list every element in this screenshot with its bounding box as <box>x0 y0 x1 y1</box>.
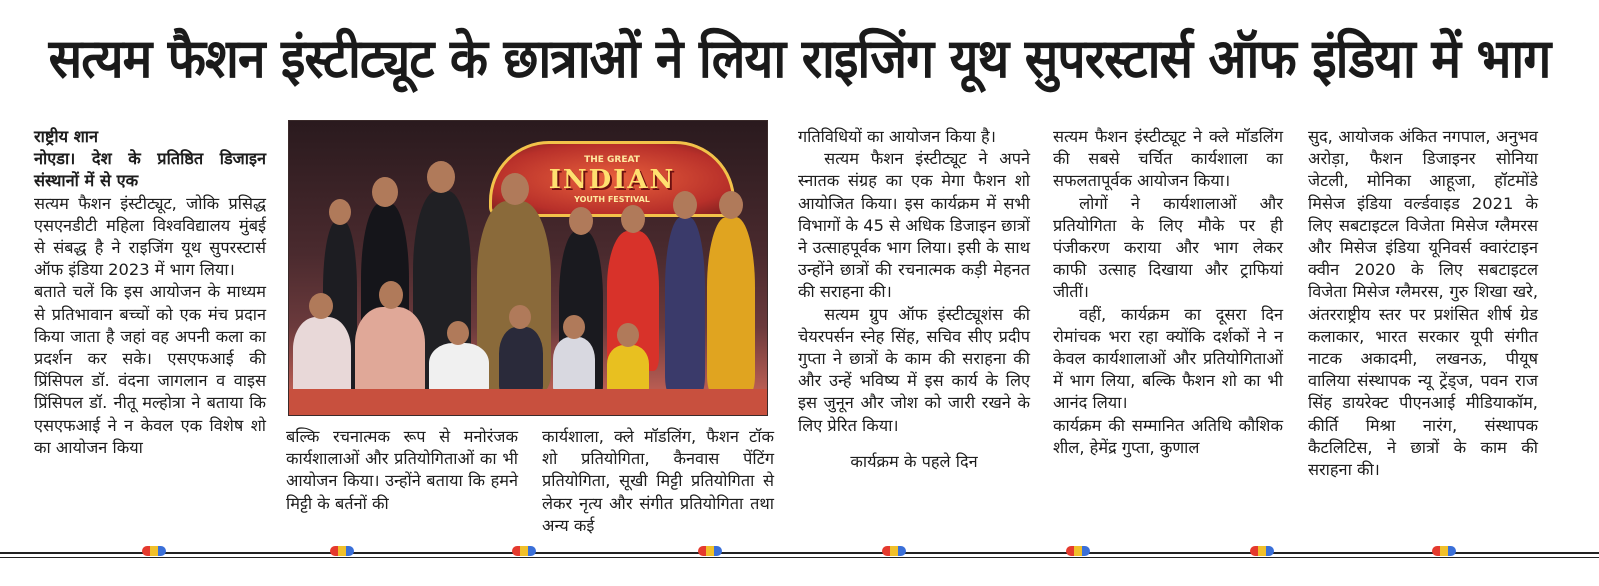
person-head <box>621 205 645 233</box>
paragraph: सुद, आयोजक अंकित नगपाल, अनुभव अरोड़ा, फैशन डिजाइनर सोनिया जेटली, मोनिका आहूजा, हॉटमोंडे मिसेज इंडिया वर्ल्डवाइड 2021 के लिए सबटाइटल विजेता मिसेज ग्लैमरस और मिसेज इंडिया यूनिवर्स क्वारंटाइन क्वीन 2020 के लिए सबटाइटल विजेता मिसेज ग्लैमरस, गुरु शिखा खरे, अंतरराष्ट्रीय स्तर पर प्रशंसित शीर्ष ग्रेड कलाकार, भारत सरकार यूपी संगीत नाटक अकादमी, लखनऊ, पीयूष वालिया संस्थापक न्यू ट्रेंड्ज, पवन राज सिंह डायरेक्ट पीएनआई मीडियाकॉम, कीर्ति मिश्रा नारंग, संस्थापक कैटलिटिस, ने छात्रों के काम की सराहना की। <box>1308 127 1538 480</box>
paragraph: लोगों ने कार्यशालाओं और प्रतियोगिता के लिए मौके पर ही पंजीकरण कराया और भाग लेकर काफी उत्साह दिखाया और ट्राफियां जीतीं। <box>1053 193 1283 302</box>
child-figure <box>553 337 595 393</box>
stage-floor <box>289 389 767 415</box>
person-head <box>372 177 398 207</box>
person-figure <box>707 217 755 393</box>
child-figure <box>607 345 649 393</box>
footer-decoration <box>0 546 1599 560</box>
child-head <box>617 323 639 347</box>
child-figure <box>429 343 489 393</box>
paragraph: कार्यक्रम की सम्मानित अतिथि कौशिक शील, हेमेंद्र गुप्ता, कुणाल <box>1053 415 1283 457</box>
person-figure <box>665 217 705 393</box>
footer-dot-icon <box>1250 546 1274 556</box>
child-figure <box>355 307 425 397</box>
footer-dot-icon <box>142 546 166 556</box>
headline: सत्यम फैशन इंस्टीट्यूट के छात्राओं ने लिया राइजिंग यूथ सुपरस्टार्स ऑफ इंडिया में भाग <box>48 27 1551 90</box>
footer-dot-icon <box>1066 546 1090 556</box>
paragraph: सत्यम फैशन इंस्टीट्यूट, जोकि प्रसिद्ध एसएनडीटी महिला विश्वविद्यालय मुंबई से संबद्ध है ने राइजिंग यूथ सुपरस्टार्स ऑफ इंडिया 2023 में भाग लिया। <box>34 193 266 280</box>
paragraph: बताते चलें कि इस आयोजन के माध्यम से प्रतिभावान बच्चों को एक मंच प्रदान किया जाता है जहां वह अपनी कला का प्रदर्शन कर सके। एसएफआई की प्रिंसिपल डॉ. वंदना जागलान व वाइस प्रिंसिपल डॉ. नीतू मल्होत्रा ने बताया कि एसएफआई ने न केवल एक विशेष शो का आयोजन किया <box>34 282 266 457</box>
child-head <box>379 281 403 309</box>
banner-line-3: YOUTH FESTIVAL <box>574 194 650 204</box>
article-column-5 <box>1053 126 1283 459</box>
person-head <box>719 191 743 219</box>
paragraph: सत्यम फैशन इंस्टीट्यूट ने अपने स्नातक संग्रह का एक मेगा फैशन शो आयोजित किया। इस कार्यक्रम में सभी विभागों के 45 से अधिक डिजाइन छात्रों ने उत्साहपूर्वक भाग लिया। इसी के साथ उन्होंने छात्रों की रचनात्मक कड़ी मेहनत की सराहना की। <box>798 149 1030 302</box>
article-column-1 <box>34 126 266 459</box>
person-head <box>673 191 697 219</box>
paragraph: सत्यम ग्रुप ऑफ इंस्टीट्यूशंस की चेयरपर्सन स्नेह सिंह, सचिव सीए प्रदीप गुप्ता ने छात्रों के काम की सराहना की और उन्हें भविष्य में इस कार्य के लिए इस जुनून और जोश को जारी रखने के लिए प्रेरित किया। <box>798 304 1030 435</box>
person-head <box>329 199 351 225</box>
child-head <box>447 321 469 345</box>
footer-dot-icon <box>882 546 906 556</box>
child-figure <box>293 317 351 397</box>
article-column-4 <box>798 126 1030 473</box>
person-head <box>501 173 529 205</box>
child-head <box>309 293 333 319</box>
child-head <box>509 305 531 329</box>
person-head <box>569 207 593 235</box>
footer-dot-icon <box>512 546 536 556</box>
article-column-2 <box>286 426 518 515</box>
paragraph: गतिविधियों का आयोजन किया है। <box>798 127 996 146</box>
child-figure <box>499 327 543 393</box>
paragraph: कार्यशाला, क्ले मॉडलिंग, फैशन टॉक शो प्रतियोगिता, कैनवास पेंटिंग प्रतियोगिता, सूखी मिट्टी प्रतियोगिता से लेकर नृत्य और संगीत प्रतियोगिता तथा अन्य कई <box>542 427 774 535</box>
article-column-6 <box>1308 126 1538 481</box>
footer-dot-icon <box>698 546 722 556</box>
event-photo <box>288 120 768 416</box>
footer-dot-icon <box>1432 546 1456 556</box>
paragraph: सत्यम फैशन इंस्टीट्यूट ने क्ले मॉडलिंग की सबसे चर्चित कार्यशाला का सफलतापूर्वक आयोजन किया। <box>1053 127 1283 191</box>
paragraph: कार्यक्रम के पहले दिन <box>850 451 978 471</box>
dateline-lead: नोएडा। देश के प्रतिष्ठित डिजाइन संस्थानों में से एक <box>34 149 266 191</box>
paragraph: वहीं, कार्यक्रम का दूसरा दिन रोमांचक भरा रहा क्योंकि दर्शकों ने न केवल कार्यशालाओं और प्रतियोगिताओं में भाग लिया, बल्कि फैशन शो का भी आनंद लिया। <box>1053 304 1283 413</box>
article-column-3 <box>542 426 774 537</box>
person-head <box>427 161 455 193</box>
footer-dot-icon <box>330 546 354 556</box>
child-head <box>563 315 585 339</box>
paragraph: बल्कि रचनात्मक रूप से मनोरंजक कार्यशालाओं और प्रतियोगिताओं का भी आयोजन किया। उन्होंने बताया कि हमने मिट्टी के बर्तनों की <box>286 427 518 513</box>
banner-line-1: THE GREAT <box>584 154 640 165</box>
byline-source: राष्ट्रीय शान <box>34 127 99 146</box>
banner-line-2: INDIAN <box>548 164 676 195</box>
